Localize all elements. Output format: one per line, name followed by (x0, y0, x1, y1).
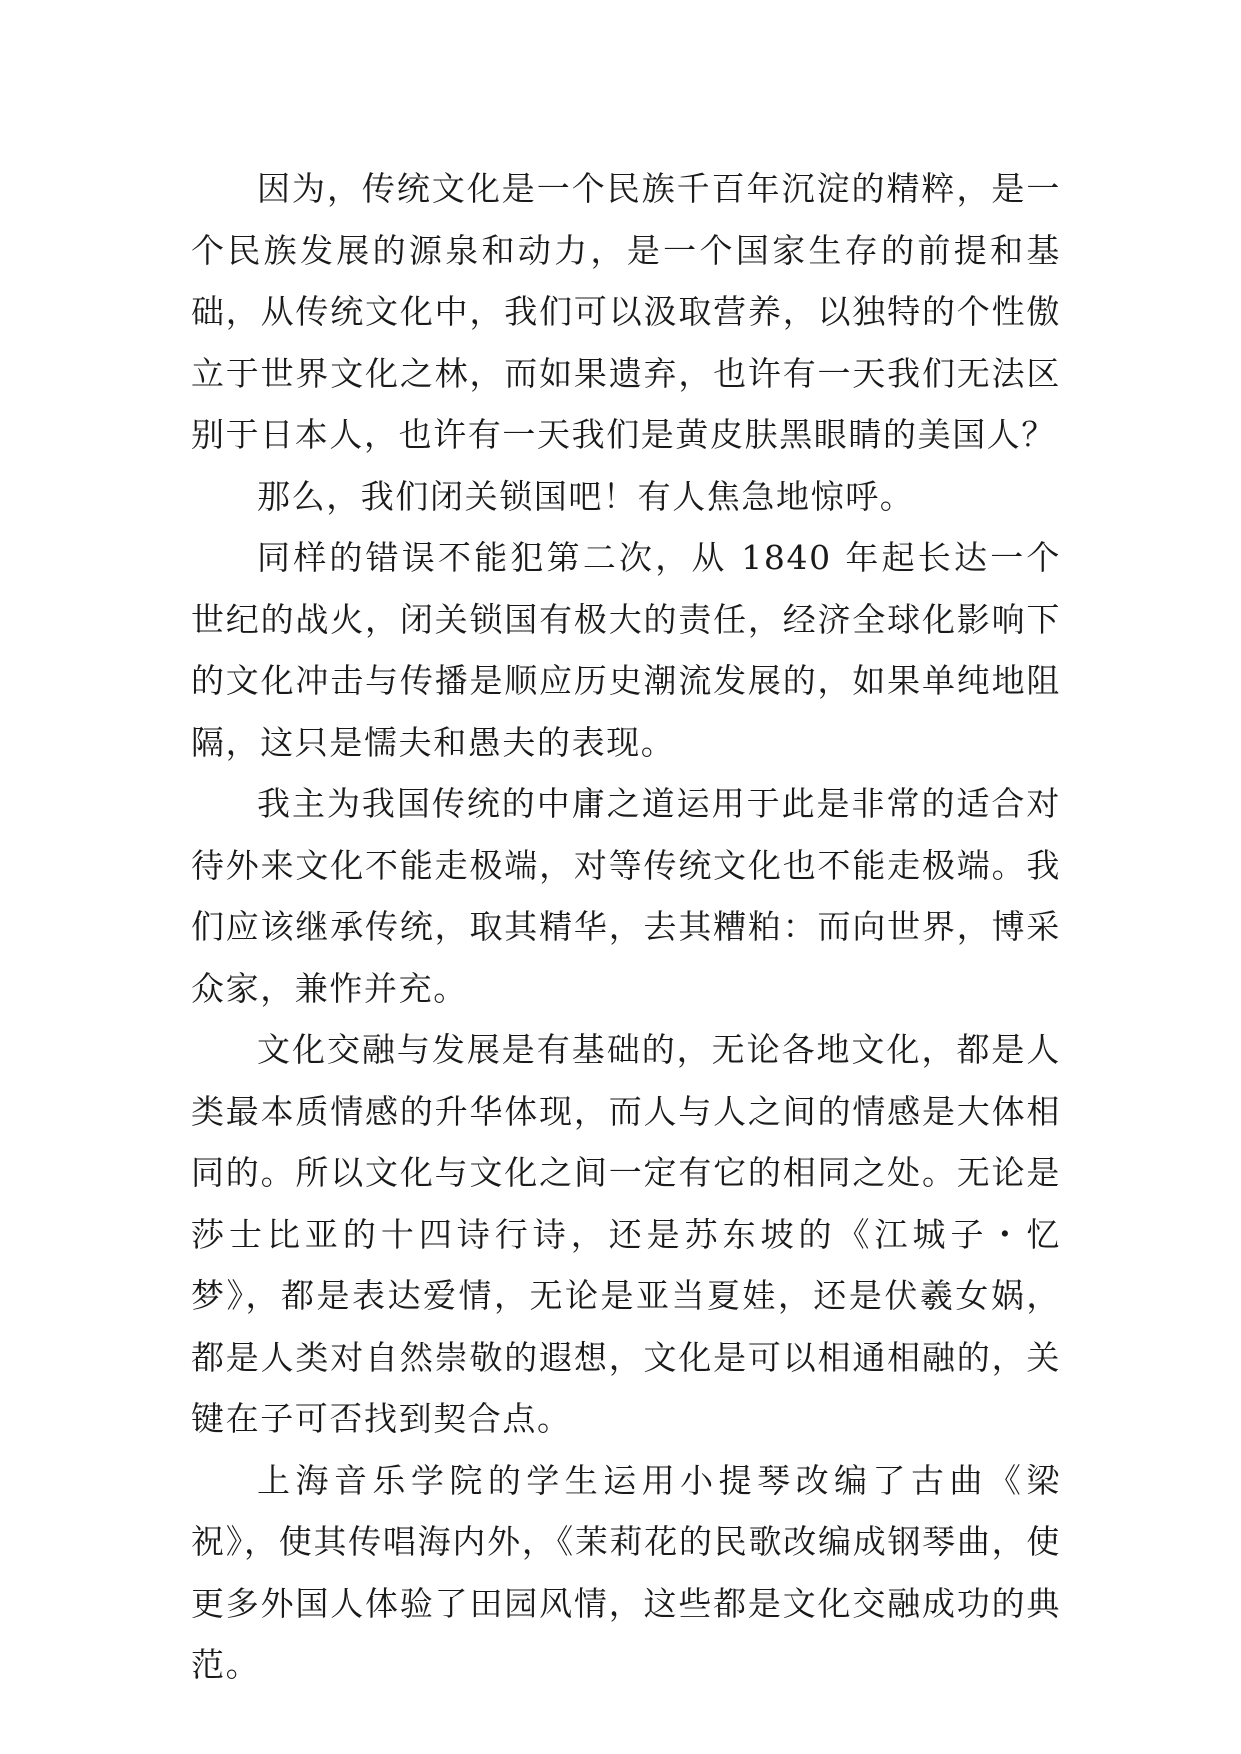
document-body (191, 158, 1061, 1696)
paragraph-6: 上海音乐学院的学生运用小提琴改编了古曲《梁祝》，使其传唱海内外，《茉莉花的民歌改编成钢琴曲，使更多外国人体验了田园风情，这些都是文化交融成功的典范。 (191, 1460, 1061, 1684)
paragraph-4: 我主为我国传统的中庸之道运用于此是非常的适合对待外来文化不能走极端，对等传统文化也不能走极端。我们应该继承传统，取其精华，去其糟粕：而向世界，博采众家，兼怍并充。 (191, 784, 1061, 1008)
paragraph-3: 同样的错误不能犯第二次，从 1840 年起长达一个世纪的战火，闭关锁国有极大的责任，经济全球化影响下的文化冲击与传播是顺应历史潮流发展的，如果单纯地阻隔，这只是懦夫和愚夫的表现。 (191, 538, 1061, 762)
paragraph-2: 那么，我们闭关锁国吧！有人焦急地惊呼。 (257, 476, 915, 516)
paragraph-5: 文化交融与发展是有基础的，无论各地文化，都是人类最本质情感的升华体现，而人与人之间的情感是大体相同的。所以文化与文化之间一定有它的相同之处。无论是莎士比亚的十四诗行诗，还是苏东坡的《江城子・忆梦》，都是表达爱情，无论是亚当夏娃，还是伏羲女娲，都是人类对自然崇敬的遐想，文化是可以相通相融的，关键在子可否找到契合点。 (191, 1030, 1061, 1438)
paragraph-1: 因为，传统文化是一个民族千百年沉淀的精粹，是一个民族发展的源泉和动力，是一个国家生存的前提和基础，从传统文化中，我们可以汲取营养，以独特的个性傲立于世界文化之林，而如果遗弃，也许有一天我们无法区别于日本人，也许有一天我们是黄皮肤黑眼睛的美国人？ (191, 169, 1061, 454)
